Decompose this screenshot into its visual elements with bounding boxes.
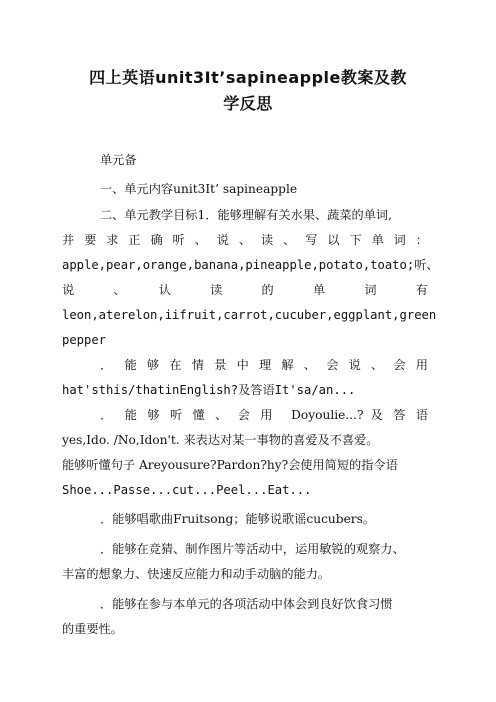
body-line: 并 要 求 正 确 听 、 说 、 读 、 写 以 下 单 词 ： (62, 233, 428, 247)
body-line: ．能够在竞猜、制作图片等活动中，运用敏锐的观察力、 (100, 542, 405, 556)
body-line: hat'sthis/thatinEnglish?及答语It'sa/an... (62, 383, 356, 397)
body-line: 说 、 认 读 的 单 词 有 (62, 283, 428, 297)
body-line: 能够听懂句子 Areyousure?Pardon?hy?会使用简短的指令语 (62, 458, 398, 472)
body-line: Shoe...Passe...cut...Peel...Eat... (62, 483, 312, 497)
document-title-line-1: 四上英语unit3It’sapineapple教案及教 (89, 68, 407, 87)
unit-content-line: 一、单元内容unit3It’ sapineapple (100, 182, 298, 196)
objectives-line: 二、单元教学目标1．能够理解有关水果、蔬菜的单词, (100, 208, 392, 222)
body-line: ．能够在参与本单元的各项活动中体会到良好饮食习惯 (100, 597, 393, 611)
document-title-line-2: 学反思 (223, 94, 273, 113)
body-line: 的重要性。 (62, 622, 123, 636)
body-line: pepper (62, 333, 107, 347)
body-line: leon,aterelon,iifruit,carrot,cucuber,eggplant,green (62, 308, 437, 322)
body-line: ． 能 够 听 懂 、 会 用 Doyoulie...? 及 答 语 (100, 408, 428, 422)
body-line: yes,Ido. /No,Idon't. 来表达对某一事物的喜爱及不喜爱。 (62, 433, 379, 447)
section-heading: 单元备 (100, 153, 137, 167)
body-line: ．能够唱歌曲Fruitsong；能够说歌谣cucubers。 (100, 512, 376, 526)
body-line: apple,pear,orange,banana,pineapple,potato,toato;听、 (62, 258, 439, 272)
body-line: 丰富的想象力、快速反应能力和动手动脑的能力。 (62, 567, 331, 581)
body-line: ． 能 够 在 情 景 中 理 解 、 会 说 、 会 用 (100, 358, 428, 372)
